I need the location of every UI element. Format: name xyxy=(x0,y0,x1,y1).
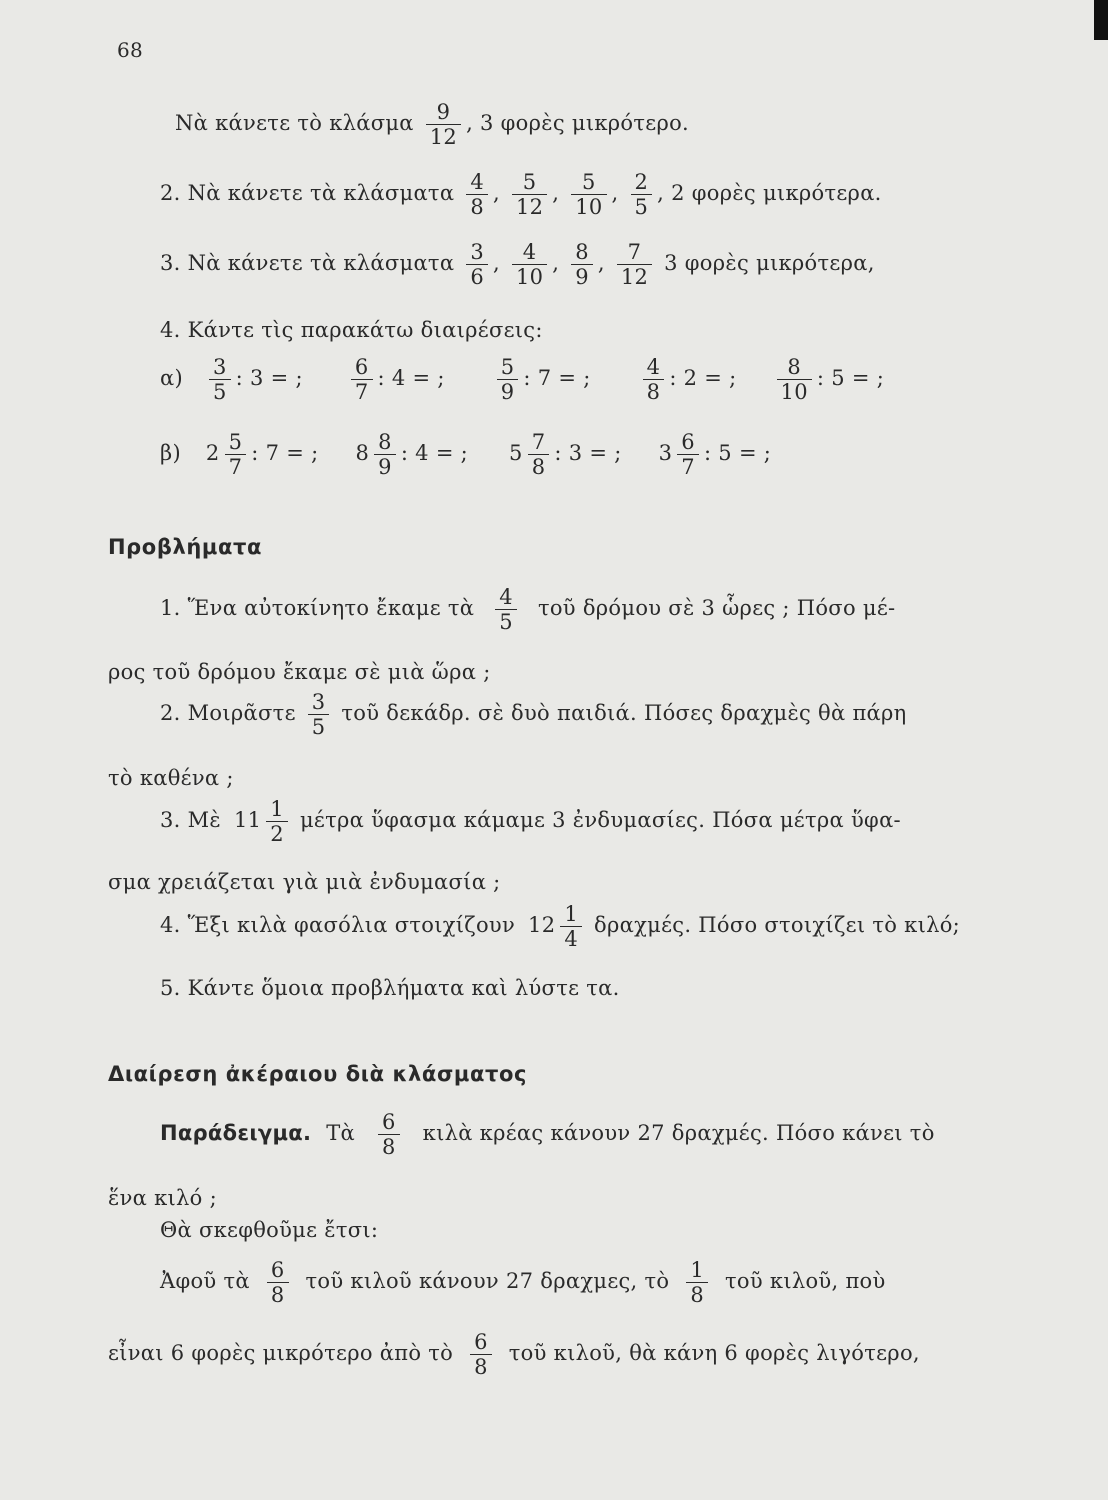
exercise-line-3: 3. Νὰ κάνετε τὰ κλάσματα $\frac{3}{6}$ , $\frac{4}{10}$ , $\frac{8}{9}$ , $\frac{7}{12}$ 3 φορὲς μικρότερα, xyxy=(160,240,875,290)
scan-edge xyxy=(1094,0,1108,40)
division-row-a: α) $\frac{3}{5}$ : 3 = ; $\frac{6}{7}$ : 4 = ; $\frac{5}{9}$ : 7 = ; $\frac{4}{8}$ : 2 = ; $\frac{8}{10}$ : 5 = ; xyxy=(160,355,885,405)
fraction: $\frac{5}{9}$ xyxy=(497,355,519,404)
fraction: $\frac{1}{4}$ xyxy=(560,902,582,951)
fraction: $\frac{6}{7}$ xyxy=(677,430,699,479)
fraction: $\frac{8}{9}$ xyxy=(571,240,593,289)
problem-1-line-2: ρος τοῦ δρόμου ἔκαμε σὲ μιὰ ὥρα ; xyxy=(108,660,491,684)
fraction: $\frac{1}{2}$ xyxy=(266,797,288,846)
reasoning-line-1: Ἀφοῦ τὰ $\frac{6}{8}$ τοῦ κιλοῦ κάνουν 27 δραχμες, τὸ $\frac{1}{8}$ τοῦ κιλοῦ, ποὺ xyxy=(160,1258,886,1308)
page-number: 68 xyxy=(117,38,144,62)
problem-5: 5. Κάντε ὅμοια προβλήματα καὶ λύστε τα. xyxy=(160,976,620,1000)
fraction: $\frac{3}{6}$ xyxy=(466,240,488,289)
fraction: $\frac{5}{10}$ xyxy=(571,170,606,219)
problem-3-line-1: 3. Μὲ 11 $\frac{1}{2}$ μέτρα ὕφασμα κάμαμε 3 ἐνδυμασίες. Πόσα μέτρα ὕφα- xyxy=(160,797,901,847)
fraction: $\frac{4}{8}$ xyxy=(643,355,665,404)
exercise-line-2: 2. Νὰ κάνετε τὰ κλάσματα $\frac{4}{8}$ , $\frac{5}{12}$ , $\frac{5}{10}$ , $\frac{2}{5}$ , 2 φορὲς μικρότερα. xyxy=(160,170,882,220)
fraction: $\frac{6}{8}$ xyxy=(470,1330,492,1379)
problem-2-line-2: τὸ καθένα ; xyxy=(108,766,234,790)
fraction: $\frac{7}{12}$ xyxy=(617,240,652,289)
fraction: $\frac{3}{5}$ xyxy=(209,355,231,404)
problem-3-line-2: σμα χρειάζεται γιὰ μιὰ ἐνδυμασία ; xyxy=(108,870,501,894)
fraction: $\frac{2}{5}$ xyxy=(631,170,653,219)
think-line: Θὰ σκεφθοῦμε ἔτσι: xyxy=(160,1218,379,1242)
problem-1-line-1: 1. Ἕνα αὐτοκίνητο ἔκαμε τὰ $\frac{4}{5}$ τοῦ δρόμου σὲ 3 ὧρες ; Πόσο μέ- xyxy=(160,585,896,635)
fraction: $\frac{6}{8}$ xyxy=(378,1110,400,1159)
fraction: $\frac{1}{8}$ xyxy=(686,1258,708,1307)
fraction: $\frac{4}{8}$ xyxy=(466,170,488,219)
fraction: $\frac{5}{12}$ xyxy=(512,170,547,219)
problem-2-line-1: 2. Μοιρᾶστε $\frac{3}{5}$ τοῦ δεκάδρ. σὲ δυὸ παιδιά. Πόσες δραχμὲς θὰ πάρη xyxy=(160,690,907,740)
reasoning-line-2: εἶναι 6 φορὲς μικρότερο ἀπὸ τὸ $\frac{6}{8}$ τοῦ κιλοῦ, θὰ κάνη 6 φορὲς λιγότερο, xyxy=(108,1330,920,1380)
fraction: $\frac{8}{10}$ xyxy=(777,355,812,404)
fraction: $\frac{4}{10}$ xyxy=(512,240,547,289)
fraction: $\frac{7}{8}$ xyxy=(528,430,550,479)
exercise-line-4: 4. Κάντε τὶς παρακάτω διαιρέσεις: xyxy=(160,318,543,342)
fraction: $\frac{6}{7}$ xyxy=(351,355,373,404)
fraction: $\frac{5}{7}$ xyxy=(225,430,247,479)
fraction: $\frac{3}{5}$ xyxy=(308,690,330,739)
problems-heading: Προβλήματα xyxy=(108,535,263,559)
fraction: $\frac{9}{12}$ xyxy=(426,100,461,149)
exercise-line-1: Νὰ κάνετε τὸ κλάσμα $\frac{9}{12}$ , 3 φορὲς μικρότερο. xyxy=(175,100,690,150)
fraction: $\frac{4}{5}$ xyxy=(495,585,517,634)
section-heading: Διαίρεση ἀκέραιου διὰ κλάσματος xyxy=(108,1062,528,1086)
example-line-1: Παράδειγμα. Τὰ $\frac{6}{8}$ κιλὰ κρέας κάνουν 27 δραχμές. Πόσο κάνει τὸ xyxy=(160,1110,935,1160)
problem-4-line-1: 4. Ἕξι κιλὰ φασόλια στοιχίζουν 12 $\frac{1}{4}$ δραχμές. Πόσο στοιχίζει τὸ κιλό; xyxy=(160,902,961,952)
example-line-2: ἕνα κιλό ; xyxy=(108,1186,217,1210)
fraction: $\frac{6}{8}$ xyxy=(267,1258,289,1307)
fraction: $\frac{8}{9}$ xyxy=(374,430,396,479)
division-row-b: β) 2 $\frac{5}{7}$ : 7 = ; 8 $\frac{8}{9}$ : 4 = ; 5 $\frac{7}{8}$ : 3 = ; 3 $\frac{6}{7}$ : 5 = ; xyxy=(160,430,772,480)
